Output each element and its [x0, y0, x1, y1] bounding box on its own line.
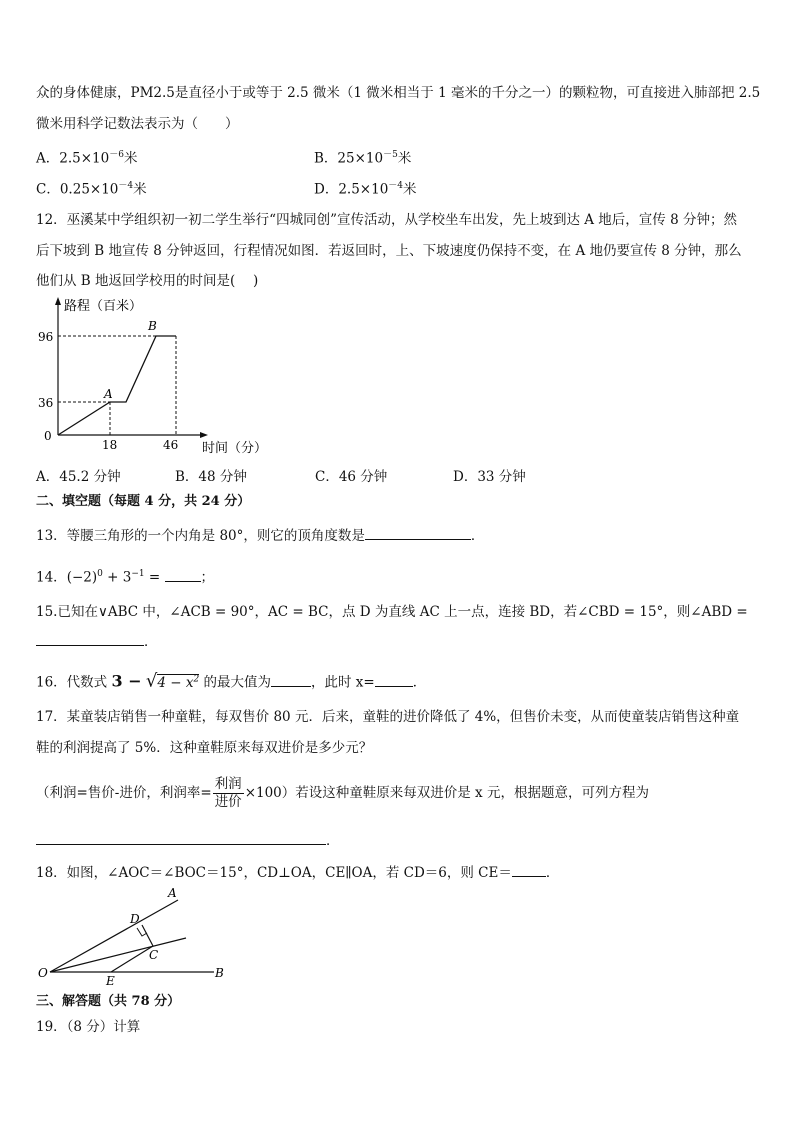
radicand: $4 - x^2$ — [157, 674, 200, 691]
q18-angle-figure — [36, 886, 236, 992]
q17-answer-blank[interactable] — [36, 830, 326, 845]
q12-line-3: 他们从 B 地返回学校用的时间是( ) — [36, 273, 259, 289]
route-line — [58, 336, 176, 435]
q11-line-2: 微米用科学记数法表示为（ ） — [36, 116, 239, 132]
y-axis-label: 路程（百米） — [64, 299, 143, 314]
tick-96: 96 — [38, 330, 54, 344]
label-c: C — [149, 948, 159, 962]
q11-option-d[interactable]: D．$2.5\times 10^{-4}$米 — [314, 181, 417, 198]
q18-answer-blank[interactable] — [512, 862, 546, 877]
q13-answer-blank[interactable] — [365, 525, 471, 540]
q12-option-d[interactable]: D．33 分钟 — [453, 469, 526, 485]
q18: 18．如图，∠AOC＝∠BOC＝15°，CD⊥OA，CE∥OA，若 CD＝6，则 CE＝ ． — [36, 862, 559, 882]
label-a: A — [168, 886, 177, 900]
label-d: D — [130, 912, 140, 926]
q11-option-b[interactable]: B．$25\times 10^{-5}$米 — [314, 150, 412, 167]
q12-option-a[interactable]: A．45.2 分钟 — [36, 469, 121, 485]
q12-distance-time-graph — [30, 292, 280, 462]
label-e: E — [106, 974, 115, 988]
q12-option-b[interactable]: B．48 分钟 — [175, 469, 247, 485]
q12-line-1: 12．巫溪某中学组织初一初二学生举行“四城同创”宣传活动，从学校坐车出发，先上坡到达 A 地后，宣传 8 分钟；然 — [36, 212, 737, 228]
point-b-label: B — [148, 319, 157, 333]
q12-option-c[interactable]: C．46 分钟 — [315, 469, 388, 485]
origin-label: 0 — [44, 429, 52, 443]
label-b: B — [215, 966, 224, 980]
q16-x-blank[interactable] — [375, 672, 413, 687]
q15-answer-blank[interactable] — [36, 631, 144, 646]
q16: 16．代数式 $3 - √4 - x^2$ 的最大值为 ，此时 x= ． — [36, 670, 427, 692]
tick-36: 36 — [38, 396, 54, 410]
segment-ce — [111, 946, 153, 972]
q17-line-2: 鞋的利润提高了 5%．这种童鞋原来每双进价是多少元？ — [36, 740, 373, 756]
q15-answer-line: ． — [36, 631, 158, 651]
x-axis-label: 时间（分） — [202, 441, 268, 456]
sqrt-sign: √ — [145, 670, 158, 692]
tick-18: 18 — [102, 438, 118, 452]
x-axis-arrow — [200, 432, 208, 438]
q17-answer-line: ． — [36, 830, 340, 850]
q13: 13．等腰三角形的一个内角是 80°，则它的顶角度数是 ． — [36, 525, 484, 545]
q16-max-blank[interactable] — [271, 672, 311, 687]
label-o: O — [38, 966, 48, 980]
q11-option-c[interactable]: C．$0.25\times 10^{-4}$米 — [36, 181, 147, 198]
section-2-heading: 二、填空题（每题 4 分，共 24 分） — [36, 494, 251, 509]
q17-line-1: 17．某童装店销售一种童鞋，每双售价 80 元．后来，童鞋的进价降低了 4%，但售价未变，从而使童装店销售这种童 — [36, 709, 740, 725]
q15-text: 15.已知在∨ABC 中，∠ACB = 90°，AC = BC，点 D 为直线 AC 上一点，连接 BD，若∠CBD = 15°，则∠ABD = — [36, 604, 748, 620]
ray-oc — [50, 938, 186, 972]
q14-answer-blank[interactable] — [165, 567, 201, 582]
tick-46: 46 — [163, 438, 179, 452]
q19: 19．（8 分）计算 — [36, 1019, 141, 1035]
point-a-label: A — [104, 387, 113, 401]
section-3-heading: 三、解答题（共 78 分） — [36, 994, 181, 1009]
q17-hint: （利润=售价-进价，利润率= $\frac{\text{利润}}{\text{进价}}$ ×100）若设这种童鞋原来每双进价是 x 元，根据题意，可列方程为 — [36, 776, 649, 810]
q14: 14．$(-2)^0 + 3^{-1}$ = ； — [36, 565, 214, 587]
q11-line-1: 众的身体健康，PM2.5是直径小于或等于 2.5 微米（1 微米相当于 1 毫米的千分之一）的颗粒物，可直接进入肺部把 2.5 — [36, 85, 761, 101]
q12-line-2: 后下坡到 B 地宣传 8 分钟返回，行程情况如图．若返回时，上、下坡速度仍保持不变，在 A 地仍要宣传 8 分钟，那么 — [36, 243, 742, 259]
y-axis-arrow — [55, 297, 61, 305]
ray-oa — [50, 900, 178, 972]
profit-rate-fraction: $\frac{\text{利润}}{\text{进价}}$ — [214, 776, 242, 810]
q11-option-a[interactable]: A．$2.5\times 10^{-6}$米 — [36, 150, 138, 167]
